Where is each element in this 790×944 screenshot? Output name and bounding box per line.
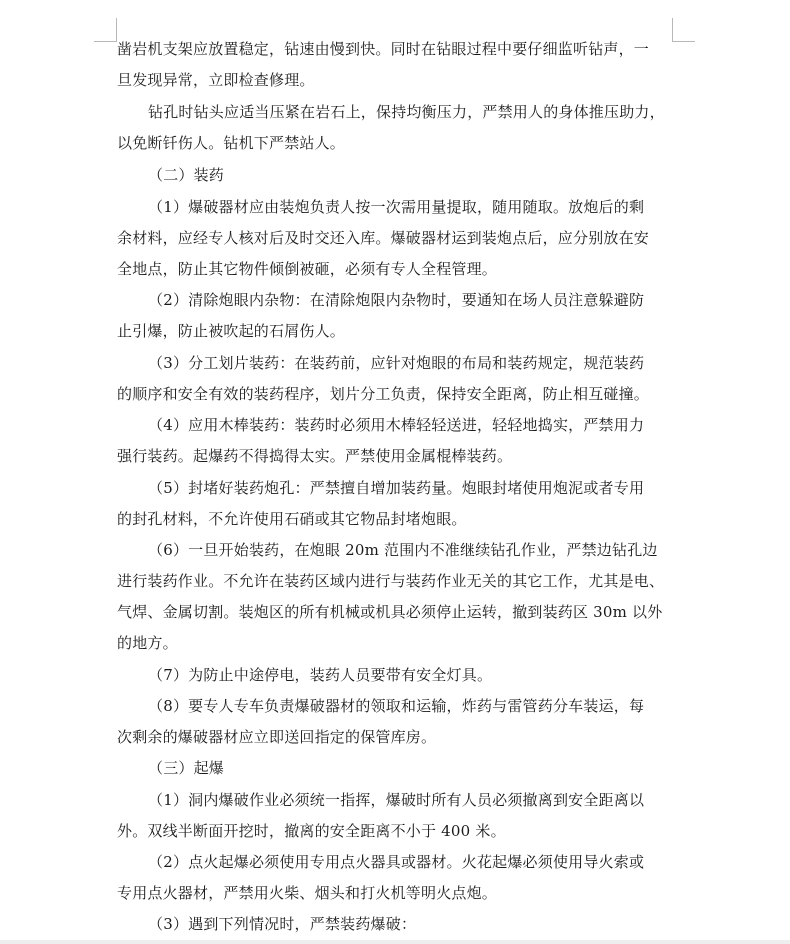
text-line: 气焊、金属切割。装炮区的所有机械或机具必须停止运转，撤到装药区 30m 以外 [117,603,663,621]
text-line: 专用点火器材，严禁用火柴、烟头和打火机等明火点炮。 [117,884,498,902]
text-line: （3）遇到下列情况时，严禁装药爆破： [148,915,417,933]
text-line: （3）分工划片装药：在装药前，应针对炮眼的布局和装药规定，规范装药 [148,354,645,372]
text-line: 强行装药。起爆药不得捣得太实。严禁使用金属棍棒装药。 [117,447,513,465]
text-line: （2）点火起爆必须使用专用点火器具或器材。火花起爆必须使用导火索或 [148,853,645,871]
text-line: 凿岩机支架应放置稳定，钻速由慢到快。同时在钻眼过程中要仔细监听钻声，一 [117,40,650,58]
text-line: 的地方。 [117,634,178,652]
text-line: （4）应用木棒装药：装药时必须用木棒轻轻送进，轻轻地捣实，严禁用力 [148,416,645,434]
text-line: 余材料，应经专人核对后及时交还入库。爆破器材运到装炮点后，应分别放在安 [117,229,650,247]
crop-mark-top-left [94,41,117,42]
page-bottom-edge [0,940,790,944]
text-line: 旦发现异常，立即检查修理。 [117,71,315,89]
text-line: 进行装药作业。不允许在装药区域内进行与装药作业无关的其它工作，尤其是电、 [117,572,665,590]
text-line: 的顺序和安全有效的装药程序，划片分工负责，保持安全距离，防止相互碰撞。 [117,385,650,403]
text-line: （1）爆破器材应由装炮负责人按一次需用量提取，随用随取。放炮后的剩 [148,198,645,216]
text-line: 的封孔材料，不允许使用石硝或其它物品封堵炮眼。 [117,510,467,528]
text-line: （6）一旦开始装药，在炮眼 20m 范围内不准继续钻孔作业，严禁边钻孔边 [148,541,658,559]
text-line: （2）清除炮眼内杂物：在清除炮限内杂物时，要通知在场人员注意躲避防 [148,291,645,309]
text-line: 外。双线半断面开挖时，撤离的安全距离不小于 400 米。 [117,822,506,840]
text-line: 全地点，防止其它物件倾倒被砸，必须有专人全程管理。 [117,260,498,278]
text-line: 以免断钎伤人。钻机下严禁站人。 [117,134,346,152]
crop-mark-top-right [672,41,695,42]
text-line: （7）为防止中途停电，装药人员要带有安全灯具。 [148,666,493,684]
section-heading: （三）起爆 [148,759,225,777]
text-line: （1）洞内爆破作业必须统一指挥，爆破时所有人员必须撤离到安全距离以 [148,791,645,809]
crop-mark-top-right [672,18,673,42]
text-line: 次剩余的爆破器材应立即送回指定的保管库房。 [117,728,437,746]
text-line: 止引爆，防止被吹起的石屑伤人。 [117,322,346,340]
text-line: （5）封堵好装药炮孔：严禁擅自增加装药量。炮眼封堵使用炮泥或者专用 [148,479,645,497]
section-heading: （二）装药 [148,166,225,184]
text-line: 钻孔时钻头应适当压紧在岩石上，保持均衡压力，严禁用人的身体推压助力， [148,103,665,121]
text-line: （8）要专人专车负责爆破器材的领取和运输，炸药与雷管药分车装运，每 [148,697,645,715]
